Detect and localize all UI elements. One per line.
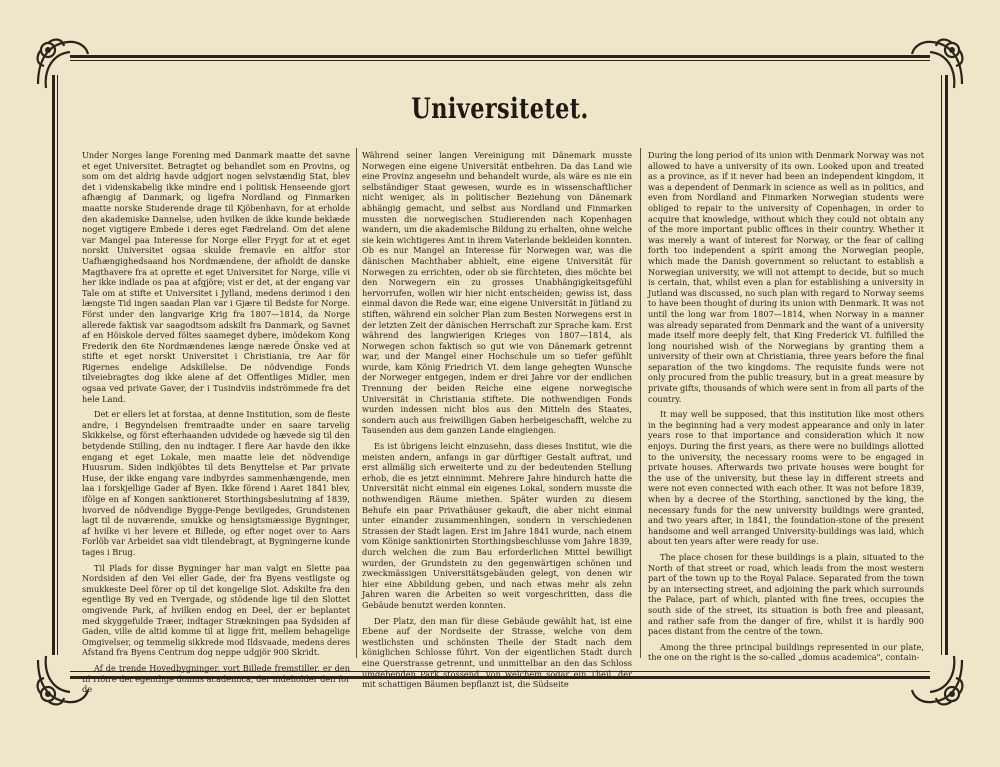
border-left-inner [57, 75, 58, 655]
column-german [362, 150, 632, 690]
paragraph: Under Norges lange Forening med Danmark maatte det savne et eget Universitet. Betragtet og behandlet som en Provins, og som om det aldrig havde udgjort nogen selvstændig Stat, blev det i videnskabelig ikke mindre end i politisk Henseende gjort afhængig af Danmark, og ligefra Nordland og Finmarken maatte norske Studerende drage til Kjöbenhavn, for at erholde den akademiske Dannelse, uden hvilken de ikke kunde beklæde noget vigtigere Embede i deres eget Fædreland. Om det alene var Mangel paa Interesse for Norge eller Frygt for at et eget norskt Universitet ogsaa skulde fremavle en altfor stor Uafhængighedsaand hos Nordmændene, der afholdt de danske Magthavere fra at oprette et eget Universitet for Norge, ville vi her ikke indlade os paa at afgjöre; vist er det, at der engang var Tale om at stifte et Universitet i Jylland, medens derimod i den længste Tid ingen saadan Plan var i Gjære til Bedste for Norge. Först under den langvarige Krig fra 1807—1814, da Norge allerede faktisk var saagodtsom adskilt fra Danmark, og Savnet af en Höiskole derved föltes saameget dybere, imödekom Kong Frederik den 6te Nordmændenes længe nærede Önske ved at stifte et eget norskt Universitet i Christiania, tre Aar för Rigernes endelige Adskillelse. De nödvendige Fonds tilveiebragtes dog ikke alene af det Offentliges Midler, men ogsaa ved private Gaver, der i Tusindviis indströmmede fra det hele Land. [82, 150, 350, 404]
border-top [70, 55, 930, 58]
paragraph: Es ist übrigens leicht einzusehn, dass dieses Institut, wie die meisten andern, anfangs in gar dürftiger Gestalt auftrat, und erst allmälig sich erweiterte und zu der bedeutenden Stellung erhob, die es jetzt einnimmt. Mehrere Jahre hindurch hatte die Universität nicht einmal ein eigenes Lokal, sondern musste die nothwendigen Räume miethen. Später wurden zu diesem Behufe ein paar Privathäuser gekauft, die aber nicht einmal unter einander zusammenhingen, sondern in verschiedenen Strassen der Stadt lagen. Erst im Jahre 1841 wurde, nach einem vom Könige sanktionirten Storthingsbeschlusse vom Jahre 1839, durch welchen die zum Bau erforderlichen Mittel bewilligt wurden, der Grundstein zu den gegenwärtigen schönen und zweckmässigen Universitätsgebäuden gelegt, von denen wir hier eine Abbildung geben, und nach etwas mehr als zehn Jahren waren die Arbeiten so weit vorgeschritten, dass die Gebäude benutzt werden konnten. [362, 441, 632, 610]
paragraph: Til Plads for disse Bygninger har man valgt en Slette paa Nordsiden af den Vei eller Gade, der fra Byens vestligste og smukkeste Deel förer op til det kongelige Slot. Adskilte fra den egentlige By ved en Tvergade, og stödende lige til den Slottet omgivende Park, af hvilken endog en Deel, der er beplantet med skyggefulde Træer, indtager Strækningen paa Sydsiden af Gaden, ville de altid komme til at ligge frit, mellem behagelige Omgivelser, og temmelig sikkrede mod Ildsvaade, medens deres Afstand fra Byens Centrum dog neppe udgjör 900 Skridt. [82, 562, 350, 658]
corner-ornament-icon [908, 30, 972, 94]
paragraph: It may well be supposed, that this institution like most others in the beginning had a very modest appearance and only in later years rose to that importance and consideration which it now enjoys. During the first years, as there were no buildings allotted to the university, the necessary rooms were to be engaged in private houses. Afterwards two private houses were bought for the use of the university, but these lay in different streets and were not even connected with each other. It was not before 1839, when by a decree of the Storthing, sanctioned by the king, the necessary funds for the new university buildings were granted, and two years after, in 1841, the foundation-stone of the present handsome and well arranged University-buildings was laid, which about ten years after were ready for use. [648, 409, 924, 547]
border-top-inner [70, 60, 930, 61]
paragraph: Af de trende Hovedbygninger, vort Billede fremstiller, er den til Höire det egentlige domus academica, der indeholder den for de [82, 662, 350, 695]
paragraph: Among the three principal buildings represented in our plate, the one on the right is the so-called „domus academica", contain- [648, 641, 924, 663]
column-norwegian [82, 150, 350, 695]
column-divider [640, 148, 641, 658]
border-left [52, 75, 55, 655]
corner-ornament-icon [28, 30, 92, 94]
paragraph: Während seiner langen Vereinigung mit Dänemark musste Norwegen eine eigene Universität entbehren. Da das Land wie eine Provinz angesehn und behandelt wurde, als wäre es nie ein selbständiger Staat gewesen, wurde es in wissenschaftlicher nicht weniger, als in politischer Beziehung von Dänemark abhängig gemacht, und selbst aus Nordland und Finmarken mussten die norwegischen Studierenden nach Kopenhagen wandern, um die akademische Bildung zu erhalten, ohne welche sie kein wichtigeres Amt in ihrem Vaterlande bekleiden konnten. Ob es nur Mangel an Interesse für Norwegen war, was die dänischen Machthaber abhielt, eine eigene Universität für Norwegen zu errichten, oder ob sie fürchteten, dies möchte bei den Norwegern ein zu grosses Unabhängigkeitsgefühl hervorrufen, wollen wir hier nicht entscheiden; gewiss ist, dass einmal davon die Rede war, eine eigene Universität in Jütland zu stiften, während ein solcher Plan zum Besten Norwegens erst in der letzten Zeit der dänischen Herrschaft zur Sprache kam. Erst während des langwierigen Krieges von 1807—1814, als Norwegen schon faktisch so gut wie von Dänemark getrennt war, und der Mangel einer Hochschule um so tiefer gefühlt wurde, kam König Friedrich VI. dem lange gehegten Wunsche der Norweger entgegen, indem er drei Jahre vor der endlichen Trennung der beiden Reiche eine eigene norwegische Universität in Christiania stiftete. Die nothwendigen Fonds wurden indessen nicht blos aus den Mitteln des Staates, sondern auch aus freiwilligen Gaben herbeigeschafft, welche zu Tausenden aus dem ganzen Lande eingiengen. [362, 150, 632, 436]
paragraph: Der Platz, den man für diese Gebäude gewählt hat, ist eine Ebene auf der Nordseite der Strasse, welche von dem westlichsten und schönsten Theile der Stadt nach dem königlichen Schlosse führt. Von der eigentlichen Stadt durch eine Querstrasse getrennt, und unmittelbar an den das Schloss umgebenden Park stossend, von welchem sogar ein Theil, der mit schattigen Bäumen bepflanzt ist, die Südseite [362, 615, 632, 690]
page-title: Universitetet. [411, 92, 589, 125]
column-divider [356, 148, 357, 658]
border-right-inner [941, 75, 942, 655]
paragraph: During the long period of its union with Denmark Norway was not allowed to have a university of its own. Looked upon and treated as a province, as if it never had been an independent kingdom, it was a dependent of Denmark in science as well as in politics, and even from Nordland and Finmarken Norwegian students were obliged to repair to the university of Copenhagen, in order to acquire that knowledge, without which they could not obtain any of the more important public offices in their country. Whether it was merely a want of interest for Norway, or the fear of calling forth too independent a spirit among the Norwegian people, which made the Danish government so reluctant to establish a Norwegian university, we will not attempt to decide, but so much is certain, that, whilst even a plan for establishing a university in Jutland was discussed, no such plan with regard to Norway seems to have been thought of during its union with Denmark. It was not until the long war from 1807—1814, when Norway in a manner was already separated from Denmark and the want of a university made itself more deeply felt, that King Frederick VI. fulfilled the long nourished wish of the Norwegians by granting them a university of their own at Christiania, three years before the final separation of the two kingdoms. The requisite funds were not only procured from the public treasury, but in a great measure by private gifts, thousands of which were sent in from all parts of the country. [648, 150, 924, 404]
border-right [945, 75, 948, 655]
paragraph: Det er ellers let at forstaa, at denne Institution, som de fleste andre, i Begyndelsen fremtraadte under en saare tarvelig Skikkelse, og först efterhaanden udvidede og hævede sig til den betydende Stilling, den nu indtager. I flere Aar havde den ikke engang et eget Lokale, men maatte leie det nödvendige Huusrum. Siden indkjöbtes til dets Benyttelse et Par private Huse, der ikke engang vare indbyrdes sammenhængende, men laa i forskjellige Gader af Byen. Ikke förend i Aaret 1841 blev, ifölge en af Kongen sanktioneret Storthingsbeslutning af 1839, hvorved de nödvendige Bygge-Penge bevilgedes, Grundstenen lagt til de nuværende, smukke og hensigtsmæssige Bygninger, af hvilke vi her levere et Billede, og efter noget over to Aars Forlöb var Arbeidet saa vidt tilendebragt, at Bygningerne kunde tages i Brug. [82, 409, 350, 557]
paragraph: The place chosen for these buildings is a plain, situated to the North of that street or road, which leads from the most western part of the town up to the Royal Palace. Separated from the town by an intersecting street, and adjoining the park which surrounds the Palace, part of which, planted with fine trees, occupies the south side of the street, its situation is both free and pleasant, and rather safe from the danger of fire, whilst it is hardly 900 paces distant from the centre of the town. [648, 551, 924, 637]
column-english [648, 150, 924, 663]
